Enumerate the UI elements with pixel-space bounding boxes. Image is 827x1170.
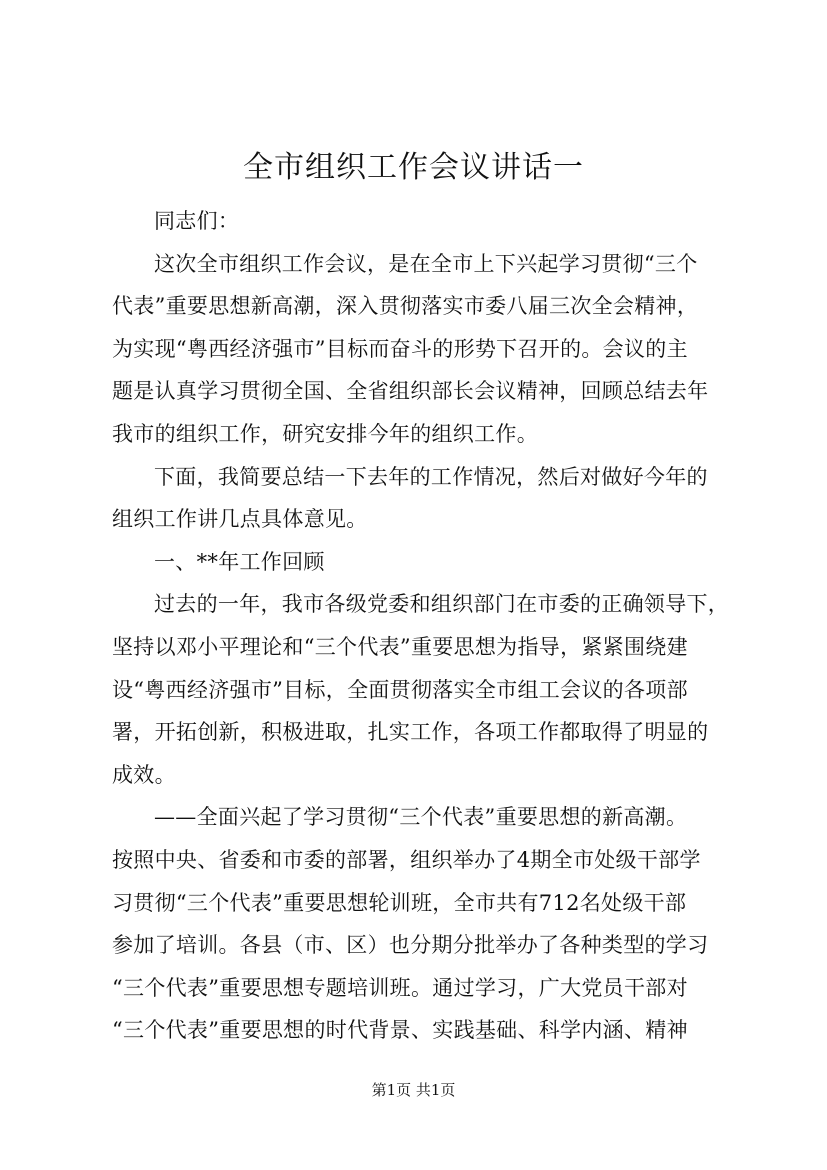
text-line: ——全面兴起了学习贯彻“三个代表”重要思想的新高潮。 [154, 805, 688, 830]
text-line: 成效。 [112, 762, 176, 787]
text-line: 习贯彻“三个代表”重要思想轮训班，全市共有712名处级干部 [112, 890, 687, 915]
text-line: 题是认真学习贯彻全国、全省组织部长会议精神，回顾总结去年 [112, 379, 709, 404]
text-line: 下面，我简要总结一下去年的工作情况，然后对做好今年的 [154, 464, 708, 489]
text-line: 组织工作讲几点具体意见。 [112, 507, 368, 532]
section-heading: 一、**年工作回顾 [154, 549, 325, 574]
text-line: 我市的组织工作，研究安排今年的组织工作。 [112, 421, 538, 446]
text-line: 代表”重要思想新高潮，深入贯彻落实市委八届三次全会精神， [112, 294, 699, 319]
text-line: “三个代表”重要思想专题培训班。通过学习，广大党员干部对 [112, 975, 688, 1000]
text-line: 为实现“粤西经济强市”目标而奋斗的形势下召开的。会议的主 [112, 336, 688, 361]
document-title: 全市组织工作会议讲话一 [243, 150, 584, 185]
text-line: 这次全市组织工作会议，是在全市上下兴起学习贯彻“三个 [154, 251, 698, 276]
text-line: 设“粤西经济强市”目标，全面贯彻落实全市组工会议的各项部 [112, 677, 688, 702]
page-footer: 第1页 共1页 [371, 1081, 456, 1099]
text-line: 过去的一年，我市各级党委和组织部门在市委的正确领导下， [154, 592, 730, 617]
document-body [112, 200, 730, 1052]
text-line: 署，开拓创新，积极进取，扎实工作，各项工作都取得了明显的 [112, 720, 709, 745]
text-line: 按照中央、省委和市委的部署，组织举办了4期全市处级干部学 [112, 847, 701, 872]
text-line: 坚持以邓小平理论和“三个代表”重要思想为指导，紧紧围绕建 [112, 634, 688, 659]
text-line: 参加了培训。各县（市、区）也分期分批举办了各种类型的学习 [112, 933, 709, 958]
text-line-greeting: 同志们： [154, 209, 240, 233]
text-line: “三个代表”重要思想的时代背景、实践基础、科学内涵、精神 [112, 1018, 688, 1043]
